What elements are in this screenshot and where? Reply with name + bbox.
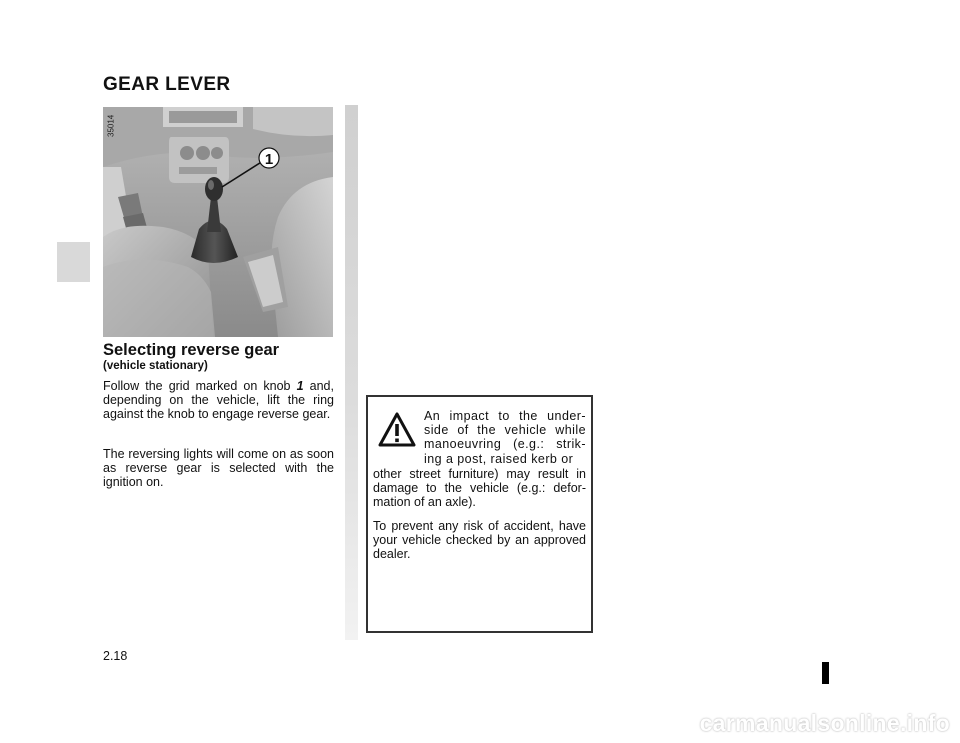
- warning-text-part-1: An impact to the under-side of the vehicle while manoeuvring (e.g.: strik-ing a post, raised kerb or: [424, 409, 586, 466]
- reversing-lights-paragraph: The reversing lights will come on as soon as reverse gear is selected with the ignition on.: [103, 447, 334, 490]
- warning-text-part-2: other street furniture) may result in damage to the vehicle (e.g.: defor-mation of an axle).: [373, 467, 586, 510]
- instruction-text-start: Follow the grid marked on knob: [103, 379, 297, 393]
- callout-1-label: 1: [264, 151, 274, 168]
- instruction-text-end: and, depending on the vehicle, lift the ring against the knob to engage reverse gear.: [103, 379, 334, 422]
- page-title: GEAR LEVER: [103, 74, 231, 95]
- instruction-paragraph: [103, 379, 334, 422]
- column-divider: [345, 105, 358, 640]
- watermark: carmanualsonline.info: [699, 709, 950, 736]
- figure-reference-code: 35014: [106, 114, 116, 138]
- section-heading: Selecting reverse gear: [103, 341, 280, 359]
- gear-lever-photo: [103, 107, 333, 337]
- warning-advice-text: To prevent any risk of accident, have your vehicle checked by an approved dealer.: [373, 519, 586, 562]
- page-number: 2.18: [103, 649, 128, 663]
- warning-triangle-icon: [378, 412, 416, 448]
- corner-mark: [822, 662, 829, 684]
- chapter-tab: [57, 242, 90, 282]
- section-subheading: (vehicle stationary): [103, 360, 208, 372]
- knob-reference: 1: [296, 379, 304, 393]
